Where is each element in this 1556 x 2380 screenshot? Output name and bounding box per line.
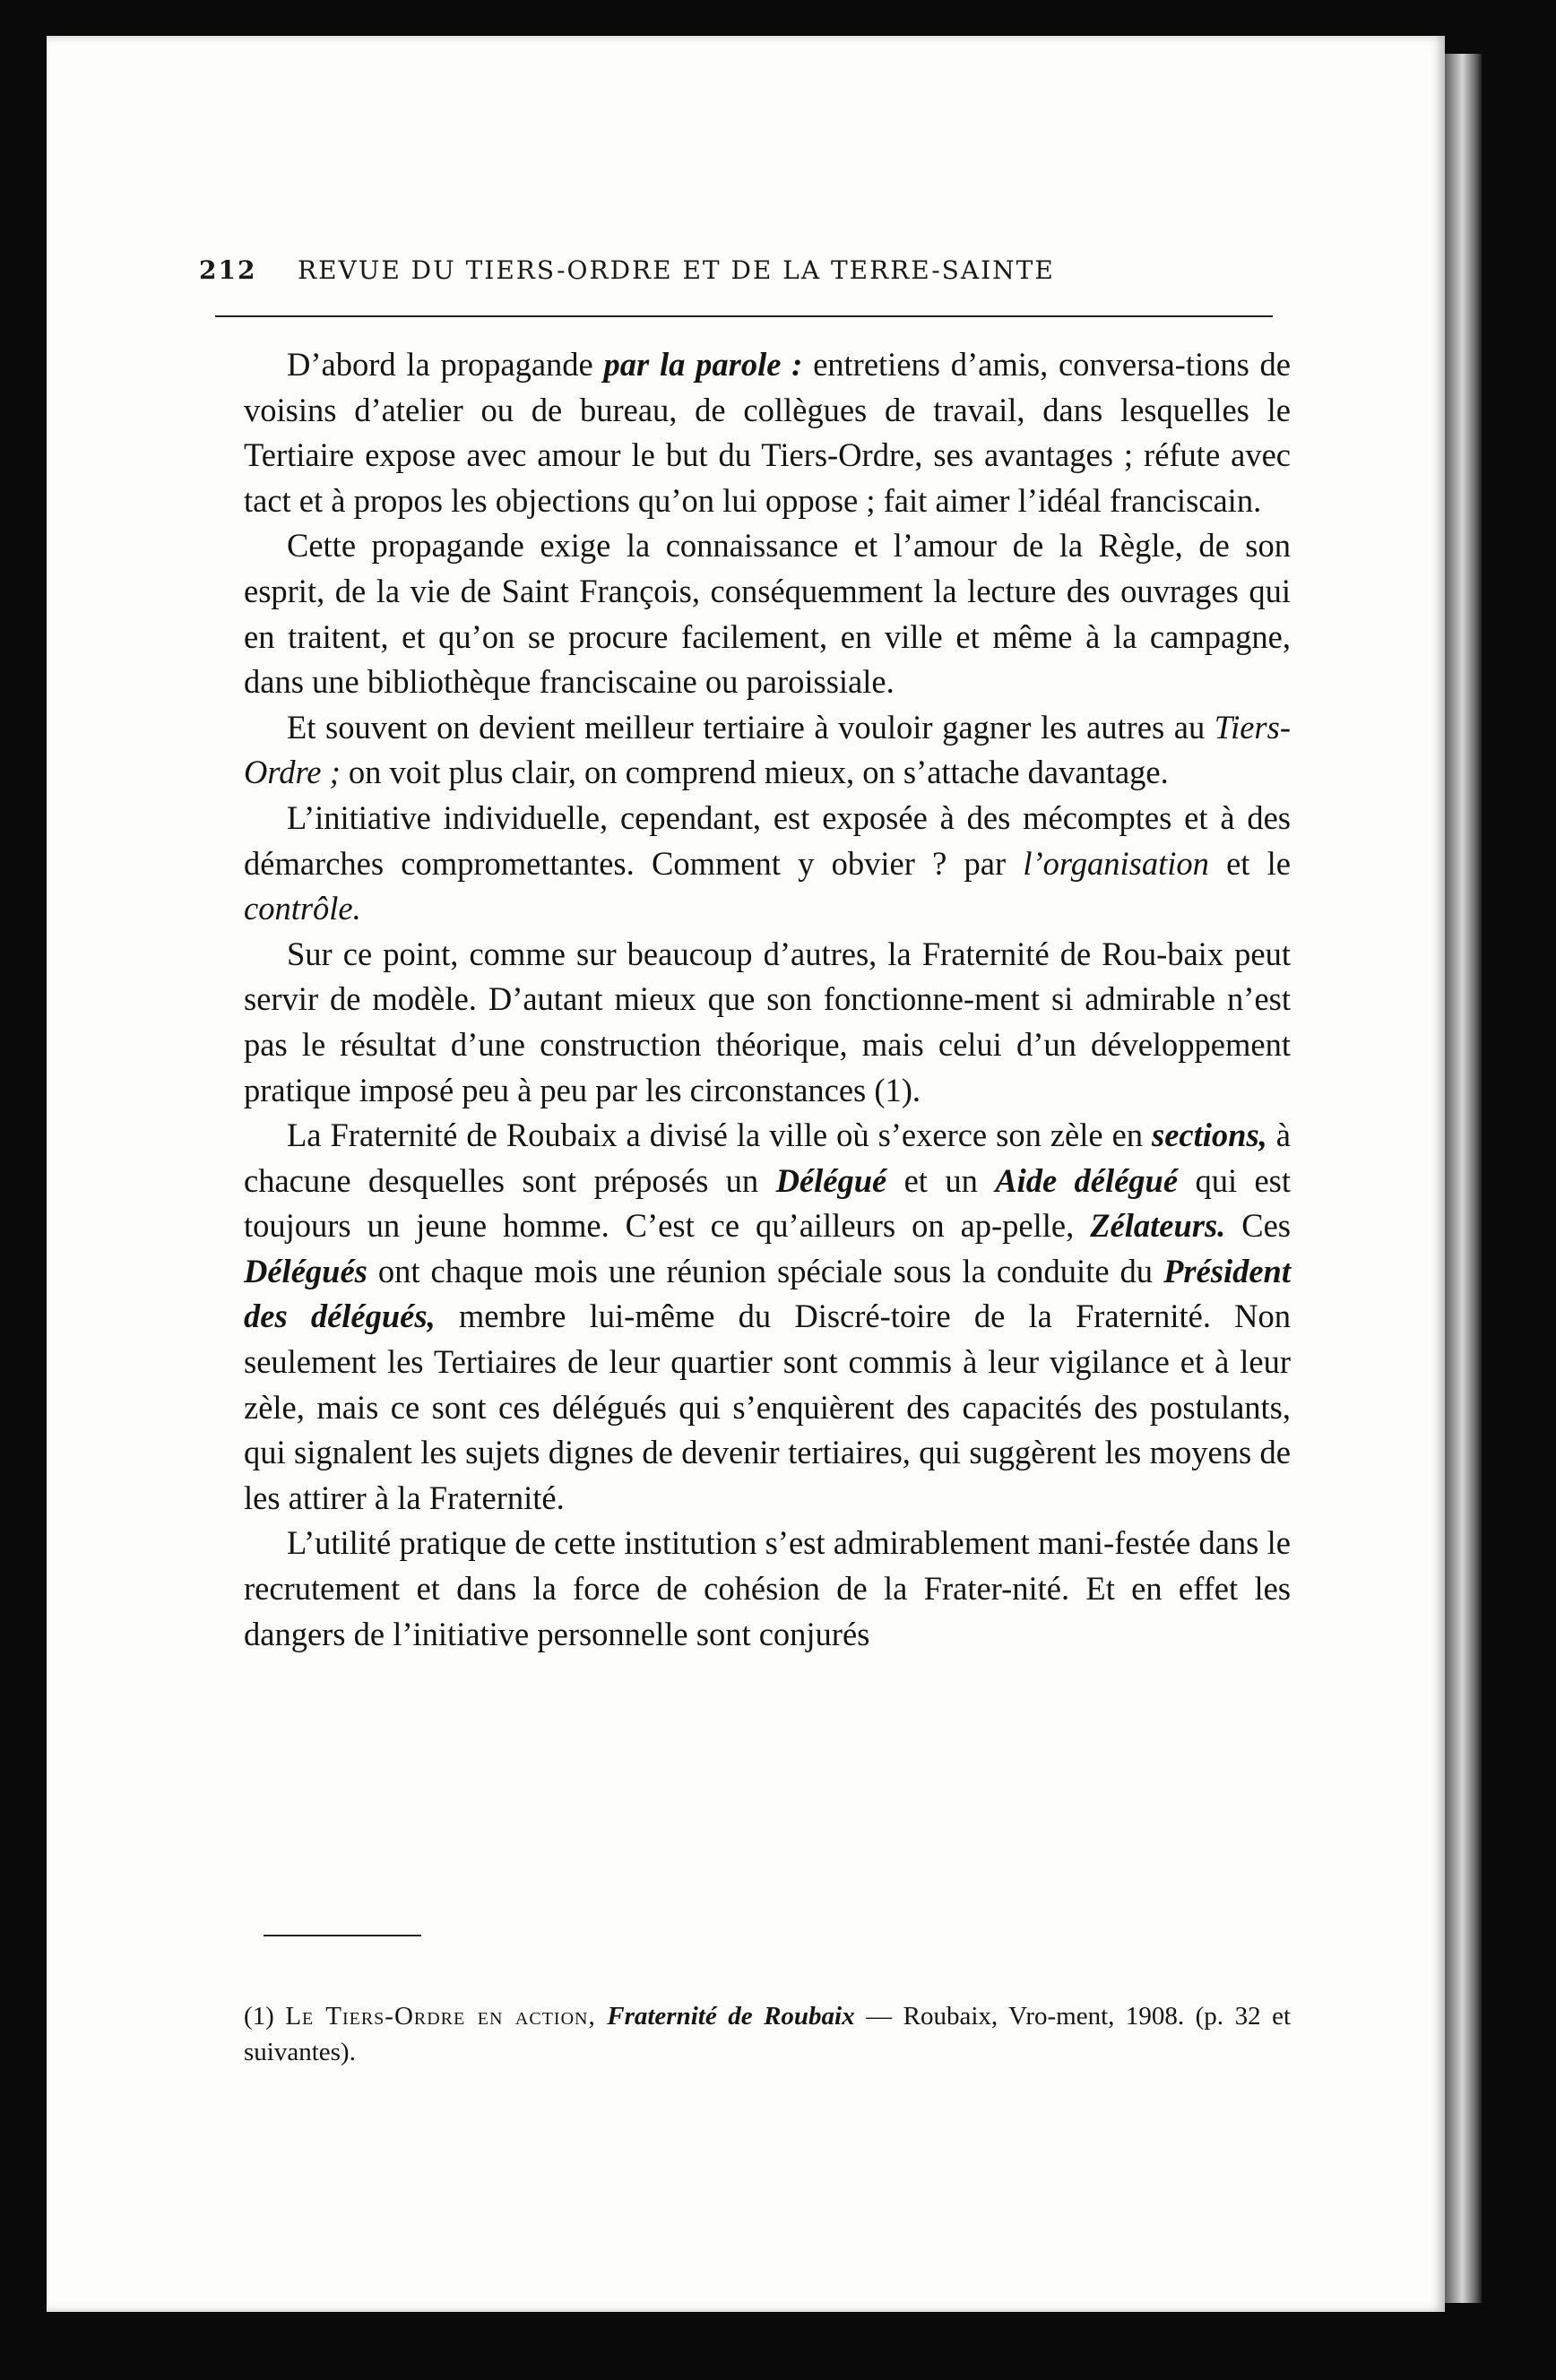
running-title: REVUE DU TIERS-ORDRE ET DE LA TERRE-SAINTE bbox=[298, 255, 1055, 285]
paragraph-6 bbox=[244, 1113, 1291, 1521]
text-run: ont chaque mois une réunion spéciale sous la conduite du bbox=[367, 1252, 1164, 1289]
emphasis-run: l’organisation bbox=[1023, 844, 1209, 882]
paragraph-7 bbox=[244, 1521, 1291, 1657]
paragraph-5 bbox=[244, 932, 1291, 1113]
text-run: et le bbox=[1208, 844, 1291, 882]
footnote-title: Le Tiers-Ordre en action, bbox=[285, 2002, 596, 2031]
book-edge bbox=[1439, 54, 1482, 2303]
footnote-rule bbox=[264, 1935, 421, 1936]
text-run: Sur ce point, comme sur beaucoup d’autres, la Fraternité de Rou-baix peut servir de modèle. D’autant mieux que son fonctionne-ment si admirable n’est pas le résultat d’une construction théorique, mais celui d’un développement pratique imposé peu à peu par les circonstances (1). bbox=[244, 935, 1291, 1108]
text-run: on voit plus clair, on comprend mieux, on s’attache davantage. bbox=[340, 754, 1169, 791]
emphasis-run: Délégué bbox=[775, 1161, 887, 1199]
text-run: entretiens d’amis, conversa-tions de voisins d’atelier ou de bureau, de collègues de travail, dans lesquelles le Tertiaire expose avec amour le but du Tiers-Ordre, ses avantages ; réfute avec tact et à propos les objections qu’on lui oppose ; fait aimer l’idéal franciscain. bbox=[244, 346, 1292, 519]
text-run: D’abord la propagande bbox=[287, 346, 604, 383]
page-number: 212 bbox=[199, 255, 257, 285]
paragraph-4 bbox=[244, 796, 1291, 932]
text-run: L’initiative individuelle, cependant, est exposée à des mécomptes et à des démarches compromettantes. Comment y obvier ? par bbox=[244, 798, 1291, 882]
emphasis-run: Aide délégué bbox=[995, 1161, 1179, 1199]
footnote-marker: (1) bbox=[244, 2002, 286, 2031]
text-run: Et souvent on devient meilleur tertiaire à vouloir gagner les autres au bbox=[287, 708, 1215, 746]
emphasis-run: contrôle. bbox=[244, 890, 361, 927]
body-text bbox=[244, 342, 1291, 1657]
paragraph-3 bbox=[244, 705, 1291, 796]
text-run: Ces bbox=[1225, 1207, 1291, 1245]
text-run: La Fraternité de Roubaix a divisé la ville où s’exerce son zèle en bbox=[287, 1117, 1153, 1154]
paragraph-1 bbox=[244, 342, 1291, 523]
emphasis-run: Président des délégués, bbox=[244, 1252, 1291, 1335]
emphasis-run: Délégués bbox=[244, 1252, 367, 1289]
text-run: membre lui-même du Discré-toire de la Fraternité. Non seulement les Tertiaires de leur quartier sont commis à leur vigilance et à leur zèle, mais ce sont ces délégués qui s’enquièrent des capacités des postulants, qui signalent les sujets dignes de devenir tertiaires, qui suggèrent les moyens de les attirer à la Fraternité. bbox=[244, 1298, 1291, 1516]
footnote-rest: — Roubaix, Vro-ment, 1908. (p. 32 et suivantes). bbox=[244, 2002, 1291, 2066]
text-run: qui est toujours un jeune homme. C’est ce qu’ailleurs on ap-pelle, bbox=[244, 1161, 1292, 1245]
emphasis-run: Tiers-Ordre ; bbox=[244, 708, 1291, 791]
footnote-italic: Fraternité de Roubaix bbox=[607, 2002, 855, 2031]
emphasis-run: Zélateurs. bbox=[1090, 1207, 1226, 1245]
running-header bbox=[199, 255, 1275, 300]
text-run: à chacune desquelles sont préposés un bbox=[244, 1117, 1291, 1199]
text-run: et un bbox=[886, 1161, 996, 1199]
text-run: Cette propagande exige la connaissance et l’amour de la Règle, de son esprit, de la vie de Saint François, conséquemment la lecture des ouvrages qui en traitent, et qu’on se procure facilement, en ville et même à la campagne, dans une bibliothèque franciscaine ou paroissiale. bbox=[244, 527, 1291, 701]
emphasis-run: par la parole : bbox=[603, 346, 803, 383]
footnote bbox=[244, 1998, 1291, 2070]
text-run: L’utilité pratique de cette institution s’est admirablement mani-festée dans le recrutement et dans la force de cohésion de la Frater-nité. Et en effet les dangers de l’initiative personnelle sont conjurés bbox=[244, 1524, 1291, 1652]
header-rule bbox=[215, 315, 1273, 317]
emphasis-run: sections, bbox=[1152, 1117, 1267, 1154]
paragraph-2 bbox=[244, 523, 1291, 704]
